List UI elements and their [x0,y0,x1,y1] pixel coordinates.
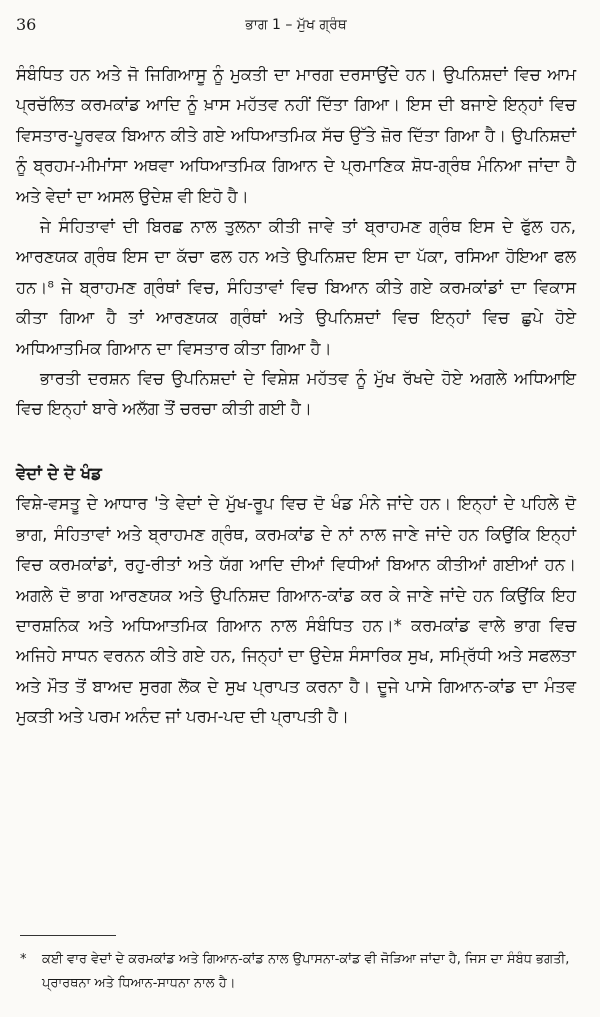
body-text [16,60,576,733]
paragraph-upanishad-importance: ਭਾਰਤੀ ਦਰਸ਼ਨ ਵਿਚ ਉਪਨਿਸ਼ਦਾਂ ਦੇ ਵਿਸ਼ੇਸ਼ ਮਹੱਤਵ ਨੂੰ ਮੁੱਖ ਰੱਖਦੇ ਹੋਏ ਅਗਲੇ ਅਧਿਆਇ ਵਿਚ ਇਨ੍ਹਾਂ ਬਾਰੇ ਅਲੱਗ ਤੌਂ ਚਰਚਾ ਕੀਤੀ ਗਈ ਹੈ। [16,369,576,419]
running-title: ਭਾਗ 1 – ਮੁੱਖ ਗ੍ਰੰਥ [245,17,347,33]
paragraph-continuation: ਸੰਬੰਧਿਤ ਹਨ ਅਤੇ ਜੋ ਜਿਗਿਆਸੂ ਨੂੰ ਮੁਕਤੀ ਦਾ ਮਾਰਗ ਦਰਸਾਉਂਦੇ ਹਨ। ਉਪਨਿਸ਼ਦਾਂ ਵਿਚ ਆਮ ਪ੍ਰਚੱਲਿਤ ਕਰਮਕਾਂਡ ਆਦਿ ਨੂੰ ਖ਼ਾਸ ਮਹੱਤਵ ਨਹੀਂ ਦਿੱਤਾ ਗਿਆ। ਇਸ ਦੀ ਬਜਾਏ ਇਨ੍ਹਾਂ ਵਿਚ ਵਿਸਤਾਰ-ਪੂਰਵਕ ਬਿਆਨ ਕੀਤੇ ਗਏ ਅਧਿਆਤਮਿਕ ਸੱਚ ਉੱਤੇ ਜ਼ੋਰ ਦਿੱਤਾ ਗਿਆ ਹੈ। ਉਪਨਿਸ਼ਦਾਂ ਨੂੰ ਬ੍ਰਹਮ-ਮੀਮਾਂਸਾ ਅਥਵਾ ਅਧਿਆਤਮਿਕ ਗਿਆਨ ਦੇ ਪ੍ਰਮਾਣਿਕ ਸ਼ੋਧ-ਗ੍ਰੰਥ ਮੰਨਿਆ ਜਾਂਦਾ ਹੈ ਅਤੇ ਵੇਦਾਂ ਦਾ ਅਸਲ ਉਦੇਸ਼ ਵੀ ਇਹੋ ਹੈ। [16,65,576,206]
running-head [16,14,576,40]
footnote-mark: * [20,952,27,967]
paragraph-samhita-comparison: ਜੇ ਸੰਹਿਤਾਵਾਂ ਦੀ ਬਿਰਛ ਨਾਲ ਤੁਲਨਾ ਕੀਤੀ ਜਾਵੇ ਤਾਂ ਬ੍ਰਾਹਮਣ ਗ੍ਰੰਥ ਇਸ ਦੇ ਫੁੱਲ ਹਨ, ਆਰਣਯਕ ਗ੍ਰੰਥ ਇਸ ਦਾ ਕੱਚਾ ਫਲ ਹਨ ਅਤੇ ਉਪਨਿਸ਼ਦ ਇਸ ਦਾ ਪੱਕਾ, ਰਸਿਆ ਹੋਇਆ ਫਲ ਹਨ।⁸ ਜੇ ਬ੍ਰਾਹਮਣ ਗ੍ਰੰਥਾਂ ਵਿਚ, ਸੰਹਿਤਾਵਾਂ ਵਿਚ ਬਿਆਨ ਕੀਤੇ ਗਏ ਕਰਮਕਾਂਡਾਂ ਦਾ ਵਿਕਾਸ ਕੀਤਾ ਗਿਆ ਹੈ ਤਾਂ ਆਰਣਯਕ ਗ੍ਰੰਥਾਂ ਅਤੇ ਉਪਨਿਸ਼ਦਾਂ ਵਿਚ ਇਨ੍ਹਾਂ ਵਿਚ ਛੁਪੇ ਹੋਏ ਅਧਿਆਤਮਿਕ ਗਿਆਨ ਦਾ ਵਿਸਤਾਰ ਕੀਤਾ ਗਿਆ ਹੈ। [16,217,576,358]
footnote-area [16,935,576,996]
section-heading: ਵੇਦਾਂ ਦੇ ਦੋ ਖੰਡ [16,463,102,483]
footnote-divider [20,935,116,936]
paragraph-two-sections: ਵਿਸ਼ੇ-ਵਸਤੂ ਦੇ ਆਧਾਰ 'ਤੇ ਵੇਦਾਂ ਦੇ ਮੁੱਖ-ਰੂਪ ਵਿਚ ਦੋ ਖੰਡ ਮੰਨੇ ਜਾਂਦੇ ਹਨ। ਇਨ੍ਹਾਂ ਦੇ ਪਹਿਲੇ ਦੋ ਭਾਗ, ਸੰਹਿਤਾਵਾਂ ਅਤੇ ਬ੍ਰਾਹਮਣ ਗ੍ਰੰਥ, ਕਰਮਕਾਂਡ ਦੇ ਨਾਂ ਨਾਲ ਜਾਣੇ ਜਾਂਦੇ ਹਨ ਕਿਉਂਕਿ ਇਨ੍ਹਾਂ ਵਿਚ ਕਰਮਕਾਂਡਾਂ, ਰਹੁ-ਰੀਤਾਂ ਅਤੇ ਯੱਗ ਆਦਿ ਦੀਆਂ ਵਿਧੀਆਂ ਬਿਆਨ ਕੀਤੀਆਂ ਗਈਆਂ ਹਨ। ਅਗਲੇ ਦੋ ਭਾਗ ਆਰਣਯਕ ਅਤੇ ਉਪਨਿਸ਼ਦ ਗਿਆਨ-ਕਾਂਡ ਕਰ ਕੇ ਜਾਣੇ ਜਾਂਦੇ ਹਨ ਕਿਉਂਕਿ ਇਹ ਦਾਰਸ਼ਨਿਕ ਅਤੇ ਅਧਿਆਤਮਿਕ ਗਿਆਨ ਨਾਲ ਸੰਬੰਧਿਤ ਹਨ।* ਕਰਮਕਾਂਡ ਵਾਲੇ ਭਾਗ ਵਿਚ ਅਜਿਹੇ ਸਾਧਨ ਵਰਨਨ ਕੀਤੇ ਗਏ ਹਨ, ਜਿਨ੍ਹਾਂ ਦਾ ਉਦੇਸ਼ ਸੰਸਾਰਿਕ ਸੁਖ, ਸਮ੍ਰਿੱਧੀ ਅਤੇ ਸਫਲਤਾ ਅਤੇ ਮੌਤ ਤੋਂ ਬਾਅਦ ਸੁਰਗ ਲੋਕ ਦੇ ਸੁਖ ਪ੍ਰਾਪਤ ਕਰਨਾ ਹੈ। ਦੂਜੇ ਪਾਸੇ ਗਿਆਨ-ਕਾਂਡ ਦਾ ਮੰਤਵ ਮੁਕਤੀ ਅਤੇ ਪਰਮ ਅਨੰਦ ਜਾਂ ਪਰਮ-ਪਦ ਦੀ ਪ੍ਰਾਪਤੀ ਹੈ। [16,494,576,727]
page-number: 36 [16,15,37,34]
footnote-text: ਕਈ ਵਾਰ ਵੇਦਾਂ ਦੇ ਕਰਮਕਾਂਡ ਅਤੇ ਗਿਆਨ-ਕਾਂਡ ਨਾਲ ਉਪਾਸਨਾ-ਕਾਂਡ ਵੀ ਜੋੜਿਆ ਜਾਂਦਾ ਹੈ, ਜਿਸ ਦਾ ਸੰਬੰਧ ਭਗਤੀ, ਪ੍ਰਾਰਥਨਾ ਅਤੇ ਧਿਆਨ-ਸਾਧਨਾ ਨਾਲ ਹੈ। [42,952,570,991]
footnote [16,948,576,996]
